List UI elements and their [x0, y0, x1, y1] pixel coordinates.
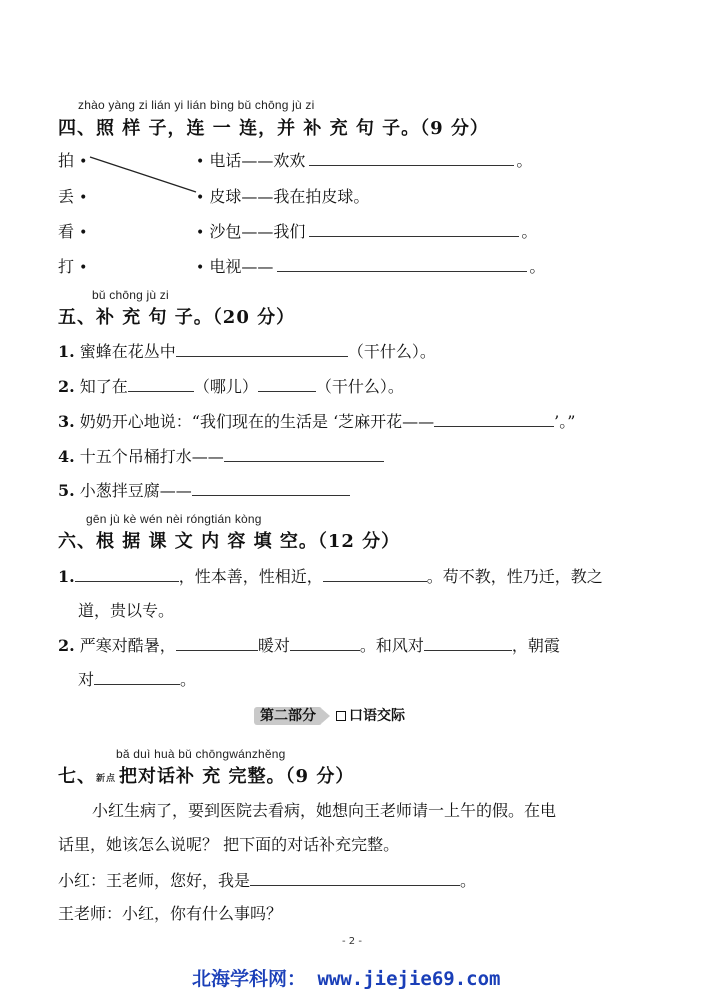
answer-blank[interactable]: [176, 636, 258, 651]
answer-blank[interactable]: [323, 567, 427, 582]
answer-blank[interactable]: [176, 342, 348, 357]
answer-blank[interactable]: [309, 222, 519, 237]
left-item-3: 看 •: [58, 222, 88, 241]
section5-item-4: 4. 十五个吊桶打水——: [58, 444, 384, 467]
section5-heading: 五、补 充 句 子。（20 分）: [58, 307, 296, 328]
section4-heading: 四、照 样 子，连 一 连，并 补 充 句 子。（9 分）: [58, 118, 489, 139]
new-point-tag: 新点: [96, 773, 117, 784]
arrow-icon: [322, 709, 330, 723]
section7-para-1: 小红生病了，要到医院去看病，她想向王老师请一上午的假。在电: [92, 801, 557, 820]
section6-pinyin: gēn jù kè wén nèi róngtián kòng: [86, 512, 262, 526]
square-icon: [336, 711, 346, 721]
answer-blank[interactable]: [434, 412, 554, 427]
part2-title: 口语交际: [349, 707, 405, 723]
right-item-3: • 沙包——我们 。: [196, 222, 538, 241]
left-item-2: 丢 •: [58, 187, 88, 206]
answer-blank[interactable]: [277, 257, 527, 272]
section7-heading: 七、新点 把对话补 充 完整。（9 分）: [58, 766, 355, 787]
answer-blank[interactable]: [258, 377, 316, 392]
section7-para-2: 话里，她该怎么说呢？ 把下面的对话补充完整。: [58, 835, 400, 854]
section5-item-5: 5. 小葱拌豆腐——: [58, 478, 350, 501]
left-item-4: 打 •: [58, 257, 88, 276]
page-number: - 2 -: [342, 936, 362, 947]
right-item-1: • 电话——欢欢 。: [196, 151, 533, 170]
section6-item-1: 1. ，性本善，性相近， 。苟不教，性乃迁，教之: [58, 567, 603, 586]
part2-badge: 第二部分: [254, 707, 322, 725]
left-item-1: 拍 •: [58, 151, 88, 170]
answer-blank[interactable]: [192, 481, 350, 496]
section7-pinyin: bǎ duì huà bǔ chōngwánzhěng: [116, 747, 286, 761]
answer-blank[interactable]: [309, 151, 514, 166]
section6-item-2: 2. 严寒对酷暑， 暖对 。和风对 ，朝霞: [58, 636, 560, 655]
part2-banner: [254, 705, 405, 725]
section6-item-2-cont: 对 。: [78, 670, 197, 689]
answer-blank[interactable]: [424, 636, 512, 651]
answer-blank[interactable]: [290, 636, 360, 651]
answer-blank[interactable]: [128, 377, 194, 392]
answer-blank[interactable]: [250, 871, 460, 886]
answer-blank[interactable]: [75, 567, 179, 582]
section6-item-1-cont: 道，贵以专。: [78, 601, 175, 620]
right-item-4: • 电视—— 。: [196, 257, 546, 276]
section4-pinyin: zhào yàng zi lián yi lián bìng bǔ chōng jù zi: [78, 98, 315, 112]
section5-item-2: 2. 知了在 （哪儿） （干什么）。: [58, 377, 404, 396]
section5-pinyin: bǔ chōng jù zi: [92, 288, 169, 302]
answer-blank[interactable]: [224, 447, 384, 462]
dialog-line-2: 王老师：小红，你有什么事吗？: [58, 904, 283, 923]
section5-item-1: 1. 蜜蜂在花丛中 （干什么）。: [58, 342, 436, 361]
footer-site: 北海学科网： www.jiejie69.com: [192, 968, 501, 990]
section5-item-3: 3. 奶奶开心地说：“我们现在的生活是 ‘芝麻开花—— ’。”: [58, 412, 576, 431]
dialog-line-1: 小红：王老师，您好，我是 。: [58, 871, 477, 890]
section6-heading: 六、根 据 课 文 内 容 填 空。（12 分）: [58, 531, 401, 552]
answer-blank[interactable]: [94, 670, 180, 685]
right-item-2: • 皮球——我在拍皮球。: [196, 187, 370, 206]
